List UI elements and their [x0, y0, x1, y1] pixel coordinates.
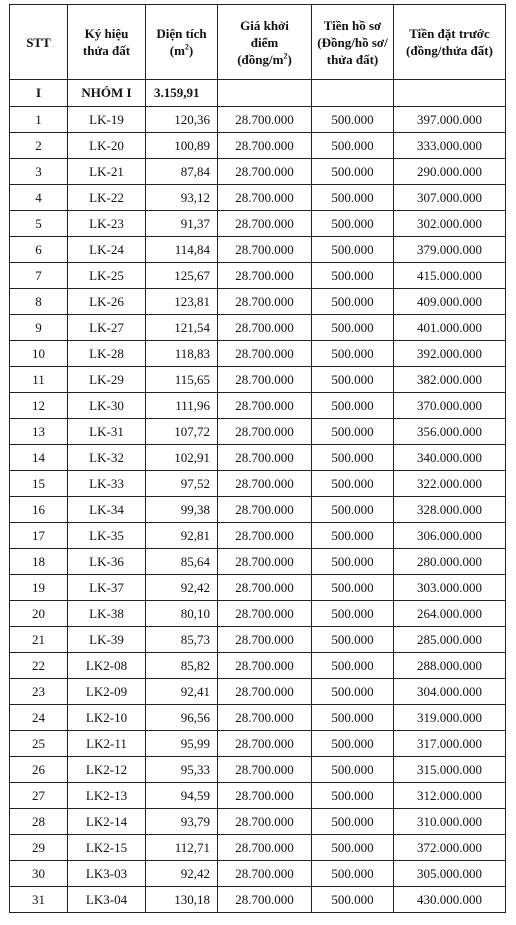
cell-ky-hieu: LK-33: [68, 471, 146, 497]
group-name: NHÓM I: [68, 80, 146, 107]
cell-stt: 28: [10, 809, 68, 835]
cell-dien-tich: 114,84: [146, 237, 218, 263]
group-empty-cell: [218, 80, 312, 107]
cell-tien-dat-truoc: 370.000.000: [394, 393, 506, 419]
cell-gia-khoi-diem: 28.700.000: [218, 445, 312, 471]
table-row: [10, 835, 506, 861]
cell-stt: 26: [10, 757, 68, 783]
cell-ky-hieu: LK3-04: [68, 887, 146, 913]
cell-gia-khoi-diem: 28.700.000: [218, 289, 312, 315]
cell-gia-khoi-diem: 28.700.000: [218, 263, 312, 289]
cell-gia-khoi-diem: 28.700.000: [218, 835, 312, 861]
cell-stt: 22: [10, 653, 68, 679]
cell-tien-dat-truoc: 328.000.000: [394, 497, 506, 523]
cell-gia-khoi-diem: 28.700.000: [218, 367, 312, 393]
cell-tien-ho-so: 500.000: [312, 679, 394, 705]
cell-tien-dat-truoc: 415.000.000: [394, 263, 506, 289]
cell-dien-tich: 107,72: [146, 419, 218, 445]
cell-tien-ho-so: 500.000: [312, 471, 394, 497]
header-gia-khoi-diem: Giá khởi điểm $(đồng/m^2)$: [218, 5, 312, 80]
group-total-area: 3.159,91: [146, 80, 218, 107]
cell-dien-tich: 125,67: [146, 263, 218, 289]
cell-dien-tich: 85,64: [146, 549, 218, 575]
cell-stt: 1: [10, 107, 68, 133]
cell-tien-dat-truoc: 379.000.000: [394, 237, 506, 263]
cell-dien-tich: 95,33: [146, 757, 218, 783]
cell-tien-dat-truoc: 310.000.000: [394, 809, 506, 835]
cell-gia-khoi-diem: 28.700.000: [218, 185, 312, 211]
cell-tien-dat-truoc: 392.000.000: [394, 341, 506, 367]
cell-dien-tich: 112,71: [146, 835, 218, 861]
table-row: [10, 185, 506, 211]
cell-tien-ho-so: 500.000: [312, 185, 394, 211]
table-row: [10, 653, 506, 679]
cell-tien-ho-so: 500.000: [312, 549, 394, 575]
cell-tien-dat-truoc: 356.000.000: [394, 419, 506, 445]
cell-gia-khoi-diem: 28.700.000: [218, 315, 312, 341]
cell-stt: 3: [10, 159, 68, 185]
cell-gia-khoi-diem: 28.700.000: [218, 211, 312, 237]
header-stt: STT: [10, 5, 68, 80]
table-row: [10, 315, 506, 341]
cell-stt: 27: [10, 783, 68, 809]
cell-gia-khoi-diem: 28.700.000: [218, 887, 312, 913]
cell-tien-dat-truoc: 303.000.000: [394, 575, 506, 601]
group-empty-cell: [312, 80, 394, 107]
cell-dien-tich: 118,83: [146, 341, 218, 367]
group-stt: I: [10, 80, 68, 107]
cell-ky-hieu: LK-38: [68, 601, 146, 627]
cell-stt: 12: [10, 393, 68, 419]
cell-tien-dat-truoc: 307.000.000: [394, 185, 506, 211]
cell-tien-dat-truoc: 304.000.000: [394, 679, 506, 705]
cell-dien-tich: 111,96: [146, 393, 218, 419]
table-row: [10, 757, 506, 783]
cell-stt: 9: [10, 315, 68, 341]
cell-gia-khoi-diem: 28.700.000: [218, 627, 312, 653]
cell-tien-dat-truoc: 264.000.000: [394, 601, 506, 627]
table-row: [10, 133, 506, 159]
cell-dien-tich: 80,10: [146, 601, 218, 627]
table-row: [10, 679, 506, 705]
cell-stt: 10: [10, 341, 68, 367]
cell-ky-hieu: LK-35: [68, 523, 146, 549]
cell-dien-tich: 87,84: [146, 159, 218, 185]
cell-stt: 31: [10, 887, 68, 913]
cell-dien-tich: 94,59: [146, 783, 218, 809]
cell-stt: 29: [10, 835, 68, 861]
cell-ky-hieu: LK-28: [68, 341, 146, 367]
cell-gia-khoi-diem: 28.700.000: [218, 159, 312, 185]
cell-gia-khoi-diem: 28.700.000: [218, 237, 312, 263]
cell-dien-tich: 93,12: [146, 185, 218, 211]
cell-stt: 11: [10, 367, 68, 393]
cell-dien-tich: 99,38: [146, 497, 218, 523]
cell-dien-tich: 97,52: [146, 471, 218, 497]
cell-gia-khoi-diem: 28.700.000: [218, 809, 312, 835]
cell-tien-ho-so: 500.000: [312, 783, 394, 809]
cell-tien-dat-truoc: 397.000.000: [394, 107, 506, 133]
cell-ky-hieu: LK-24: [68, 237, 146, 263]
table-row: [10, 393, 506, 419]
cell-ky-hieu: LK2-10: [68, 705, 146, 731]
cell-tien-dat-truoc: 317.000.000: [394, 731, 506, 757]
cell-tien-ho-so: 500.000: [312, 211, 394, 237]
cell-tien-ho-so: 500.000: [312, 835, 394, 861]
cell-tien-ho-so: 500.000: [312, 575, 394, 601]
cell-dien-tich: 91,37: [146, 211, 218, 237]
cell-tien-dat-truoc: 322.000.000: [394, 471, 506, 497]
header-tien-ho-so: Tiền hồ sơ (Đồng/hồ sơ/ thửa đất): [312, 5, 394, 80]
cell-tien-dat-truoc: 382.000.000: [394, 367, 506, 393]
cell-dien-tich: 92,81: [146, 523, 218, 549]
cell-tien-ho-so: 500.000: [312, 887, 394, 913]
cell-tien-dat-truoc: 315.000.000: [394, 757, 506, 783]
cell-ky-hieu: LK-37: [68, 575, 146, 601]
cell-gia-khoi-diem: 28.700.000: [218, 731, 312, 757]
cell-stt: 15: [10, 471, 68, 497]
cell-dien-tich: 85,82: [146, 653, 218, 679]
cell-tien-ho-so: 500.000: [312, 237, 394, 263]
cell-tien-ho-so: 500.000: [312, 107, 394, 133]
cell-gia-khoi-diem: 28.700.000: [218, 653, 312, 679]
table-header-row: [10, 5, 506, 80]
cell-dien-tich: 121,54: [146, 315, 218, 341]
table-row: [10, 549, 506, 575]
cell-stt: 5: [10, 211, 68, 237]
table-row: [10, 159, 506, 185]
cell-gia-khoi-diem: 28.700.000: [218, 523, 312, 549]
cell-ky-hieu: LK-25: [68, 263, 146, 289]
table-row: [10, 263, 506, 289]
cell-stt: 2: [10, 133, 68, 159]
cell-tien-ho-so: 500.000: [312, 445, 394, 471]
cell-gia-khoi-diem: 28.700.000: [218, 601, 312, 627]
cell-tien-ho-so: 500.000: [312, 627, 394, 653]
cell-dien-tich: 92,41: [146, 679, 218, 705]
cell-gia-khoi-diem: 28.700.000: [218, 783, 312, 809]
cell-stt: 18: [10, 549, 68, 575]
cell-ky-hieu: LK-29: [68, 367, 146, 393]
cell-ky-hieu: LK2-13: [68, 783, 146, 809]
cell-ky-hieu: LK2-08: [68, 653, 146, 679]
cell-ky-hieu: LK-26: [68, 289, 146, 315]
cell-gia-khoi-diem: 28.700.000: [218, 757, 312, 783]
cell-tien-dat-truoc: 312.000.000: [394, 783, 506, 809]
cell-gia-khoi-diem: 28.700.000: [218, 107, 312, 133]
cell-tien-dat-truoc: 302.000.000: [394, 211, 506, 237]
cell-gia-khoi-diem: 28.700.000: [218, 341, 312, 367]
cell-stt: 7: [10, 263, 68, 289]
cell-tien-dat-truoc: 288.000.000: [394, 653, 506, 679]
cell-dien-tich: 123,81: [146, 289, 218, 315]
cell-gia-khoi-diem: 28.700.000: [218, 549, 312, 575]
cell-tien-dat-truoc: 319.000.000: [394, 705, 506, 731]
table-row: [10, 289, 506, 315]
table-row: [10, 627, 506, 653]
cell-gia-khoi-diem: 28.700.000: [218, 575, 312, 601]
cell-stt: 4: [10, 185, 68, 211]
group-row: [10, 80, 506, 107]
cell-tien-dat-truoc: 306.000.000: [394, 523, 506, 549]
cell-tien-dat-truoc: 401.000.000: [394, 315, 506, 341]
cell-tien-ho-so: 500.000: [312, 289, 394, 315]
cell-tien-dat-truoc: 305.000.000: [394, 861, 506, 887]
cell-stt: 8: [10, 289, 68, 315]
table-row: [10, 107, 506, 133]
cell-dien-tich: 115,65: [146, 367, 218, 393]
table-row: [10, 731, 506, 757]
cell-dien-tich: 96,56: [146, 705, 218, 731]
cell-tien-dat-truoc: 409.000.000: [394, 289, 506, 315]
cell-ky-hieu: LK-19: [68, 107, 146, 133]
cell-tien-ho-so: 500.000: [312, 523, 394, 549]
table-row: [10, 575, 506, 601]
cell-ky-hieu: LK2-12: [68, 757, 146, 783]
cell-gia-khoi-diem: 28.700.000: [218, 861, 312, 887]
cell-tien-ho-so: 500.000: [312, 809, 394, 835]
cell-stt: 25: [10, 731, 68, 757]
header-ky-hieu: Ký hiệu thửa đất: [68, 5, 146, 80]
cell-stt: 13: [10, 419, 68, 445]
cell-stt: 21: [10, 627, 68, 653]
header-dien-tich: Diện tích $(m^2)$: [146, 5, 218, 80]
group-empty-cell: [394, 80, 506, 107]
cell-ky-hieu: LK-27: [68, 315, 146, 341]
cell-dien-tich: 130,18: [146, 887, 218, 913]
cell-ky-hieu: LK-32: [68, 445, 146, 471]
table-row: [10, 237, 506, 263]
cell-tien-ho-so: 500.000: [312, 159, 394, 185]
cell-dien-tich: 85,73: [146, 627, 218, 653]
cell-tien-ho-so: 500.000: [312, 601, 394, 627]
cell-ky-hieu: LK2-11: [68, 731, 146, 757]
cell-gia-khoi-diem: 28.700.000: [218, 133, 312, 159]
cell-tien-ho-so: 500.000: [312, 653, 394, 679]
cell-gia-khoi-diem: 28.700.000: [218, 393, 312, 419]
cell-dien-tich: 95,99: [146, 731, 218, 757]
cell-tien-ho-so: 500.000: [312, 315, 394, 341]
cell-gia-khoi-diem: 28.700.000: [218, 497, 312, 523]
cell-stt: 16: [10, 497, 68, 523]
cell-tien-ho-so: 500.000: [312, 861, 394, 887]
cell-dien-tich: 92,42: [146, 575, 218, 601]
cell-tien-ho-so: 500.000: [312, 731, 394, 757]
cell-gia-khoi-diem: 28.700.000: [218, 471, 312, 497]
table-row: [10, 861, 506, 887]
cell-dien-tich: 120,36: [146, 107, 218, 133]
cell-stt: 23: [10, 679, 68, 705]
cell-tien-dat-truoc: 333.000.000: [394, 133, 506, 159]
table-row: [10, 419, 506, 445]
cell-tien-ho-so: 500.000: [312, 367, 394, 393]
cell-tien-dat-truoc: 285.000.000: [394, 627, 506, 653]
cell-ky-hieu: LK-30: [68, 393, 146, 419]
table-row: [10, 497, 506, 523]
table-row: [10, 367, 506, 393]
cell-tien-ho-so: 500.000: [312, 705, 394, 731]
cell-gia-khoi-diem: 28.700.000: [218, 705, 312, 731]
cell-dien-tich: 102,91: [146, 445, 218, 471]
cell-dien-tich: 100,89: [146, 133, 218, 159]
table-row: [10, 523, 506, 549]
cell-stt: 24: [10, 705, 68, 731]
cell-stt: 6: [10, 237, 68, 263]
table-row: [10, 471, 506, 497]
cell-tien-ho-so: 500.000: [312, 757, 394, 783]
cell-ky-hieu: LK2-15: [68, 835, 146, 861]
cell-ky-hieu: LK-21: [68, 159, 146, 185]
cell-tien-dat-truoc: 280.000.000: [394, 549, 506, 575]
cell-ky-hieu: LK-23: [68, 211, 146, 237]
table-row: [10, 783, 506, 809]
cell-stt: 20: [10, 601, 68, 627]
table-row: [10, 341, 506, 367]
cell-tien-dat-truoc: 290.000.000: [394, 159, 506, 185]
cell-tien-ho-so: 500.000: [312, 341, 394, 367]
cell-tien-ho-so: 500.000: [312, 263, 394, 289]
cell-ky-hieu: LK3-03: [68, 861, 146, 887]
table-row: [10, 445, 506, 471]
header-tien-dat-truoc: Tiền đặt trước (đồng/thửa đất): [394, 5, 506, 80]
land-plot-table: [9, 4, 506, 913]
cell-ky-hieu: LK-20: [68, 133, 146, 159]
cell-tien-dat-truoc: 340.000.000: [394, 445, 506, 471]
cell-ky-hieu: LK2-09: [68, 679, 146, 705]
cell-gia-khoi-diem: 28.700.000: [218, 419, 312, 445]
cell-stt: 17: [10, 523, 68, 549]
cell-tien-dat-truoc: 430.000.000: [394, 887, 506, 913]
cell-dien-tich: 92,42: [146, 861, 218, 887]
cell-dien-tich: 93,79: [146, 809, 218, 835]
table-row: [10, 601, 506, 627]
cell-tien-ho-so: 500.000: [312, 419, 394, 445]
cell-ky-hieu: LK-34: [68, 497, 146, 523]
table-row: [10, 887, 506, 913]
table-row: [10, 705, 506, 731]
table-row: [10, 809, 506, 835]
cell-ky-hieu: LK-31: [68, 419, 146, 445]
cell-ky-hieu: LK-39: [68, 627, 146, 653]
cell-ky-hieu: LK2-14: [68, 809, 146, 835]
cell-stt: 30: [10, 861, 68, 887]
cell-tien-dat-truoc: 372.000.000: [394, 835, 506, 861]
cell-ky-hieu: LK-36: [68, 549, 146, 575]
cell-ky-hieu: LK-22: [68, 185, 146, 211]
cell-tien-ho-so: 500.000: [312, 497, 394, 523]
cell-gia-khoi-diem: 28.700.000: [218, 679, 312, 705]
cell-tien-ho-so: 500.000: [312, 393, 394, 419]
table-row: [10, 211, 506, 237]
cell-stt: 14: [10, 445, 68, 471]
cell-stt: 19: [10, 575, 68, 601]
cell-tien-ho-so: 500.000: [312, 133, 394, 159]
